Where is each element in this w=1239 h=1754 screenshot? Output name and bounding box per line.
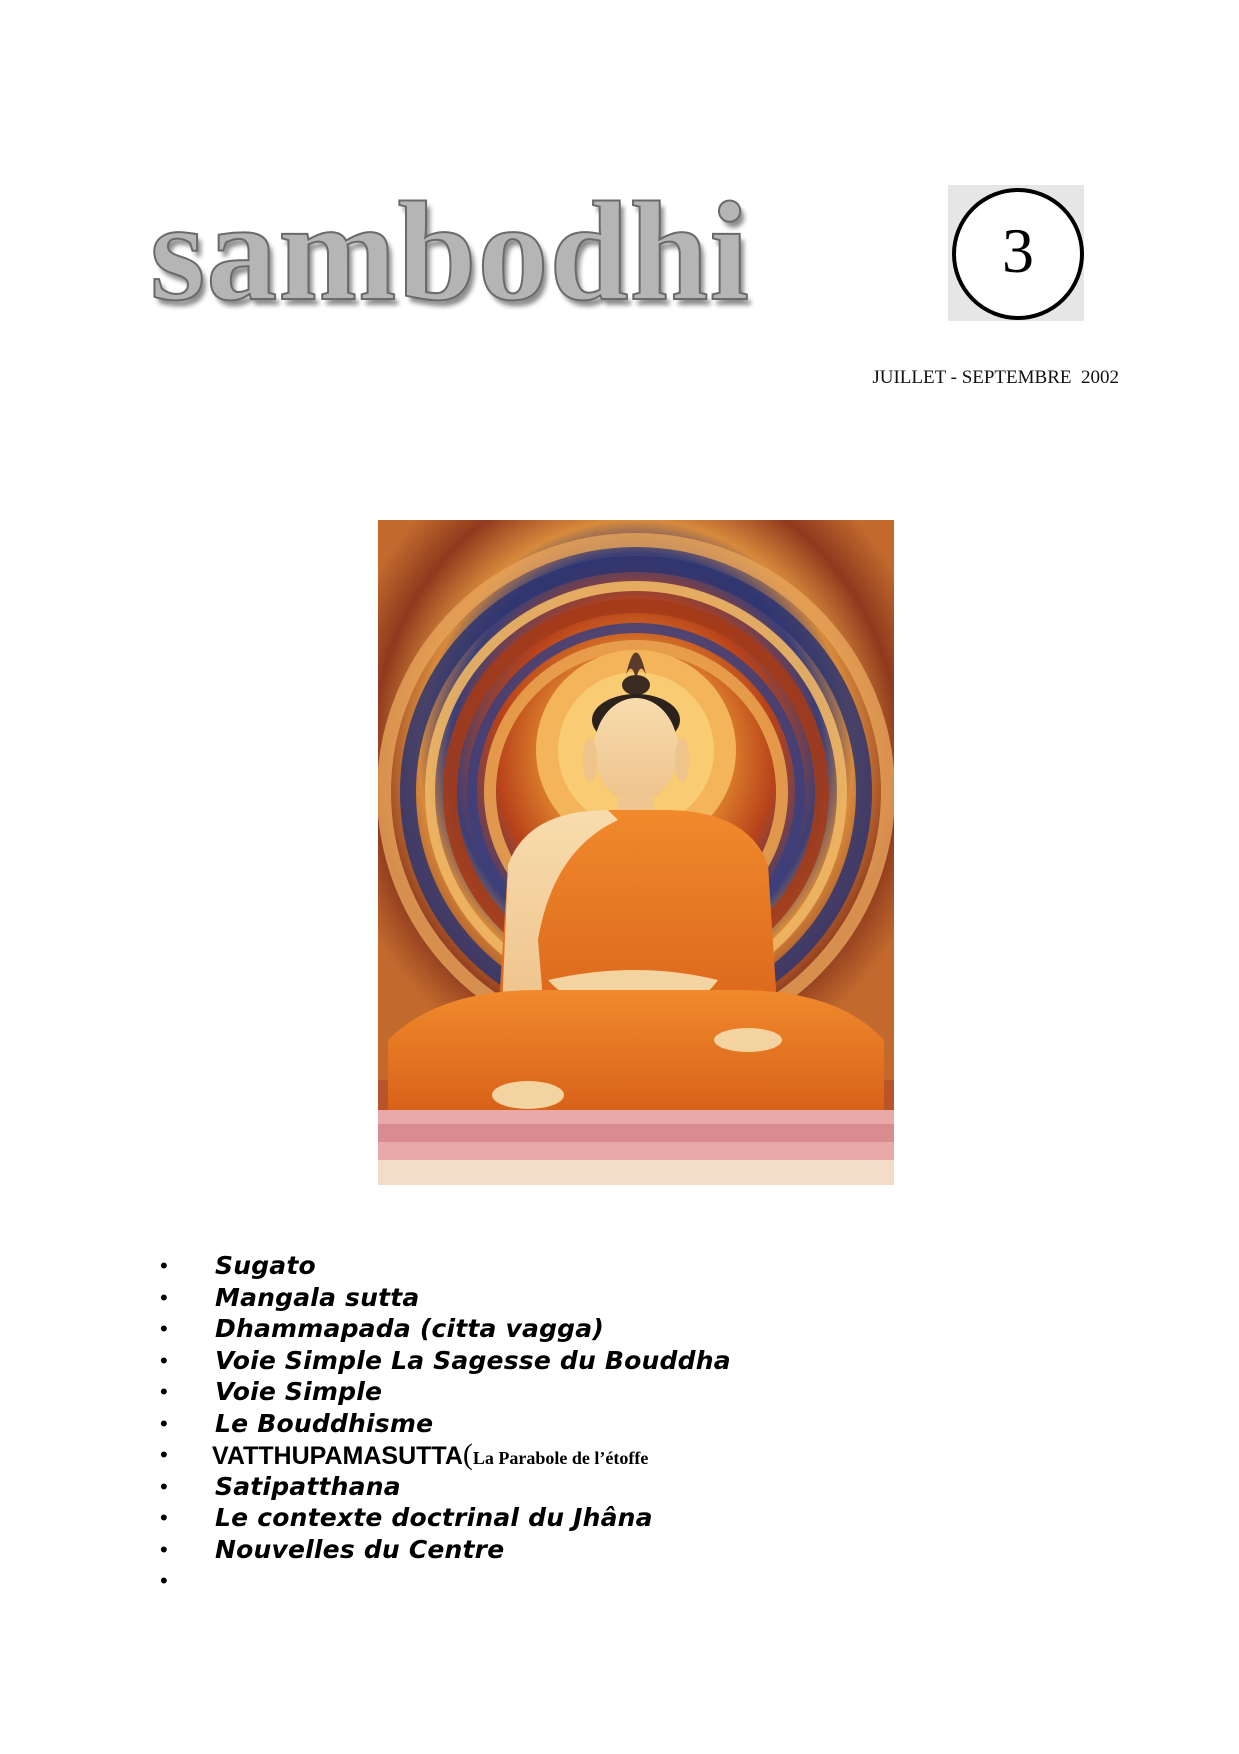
entry-caps: VATTHUPAMASUTTA — [212, 1442, 463, 1470]
contents-entry: Le Bouddhisme — [215, 1408, 434, 1438]
bullet: • — [160, 1347, 168, 1373]
contents-entry: Mangala sutta — [215, 1282, 420, 1312]
bullet: • — [160, 1473, 168, 1499]
bullet: • — [160, 1253, 168, 1278]
issue-number: 3 — [952, 188, 1084, 320]
masthead-title: sambodhi — [150, 172, 750, 330]
bullet: • — [160, 1316, 168, 1341]
contents-entry: Voie Simple — [215, 1377, 383, 1406]
bullet: • — [160, 1536, 168, 1562]
bullet: • — [160, 1442, 168, 1467]
contents-entry: Satipatthana — [215, 1471, 401, 1501]
bullet: • — [160, 1284, 168, 1310]
issue-date: JUILLET - SEPTEMBRE 2002 — [872, 367, 1119, 388]
bullet: • — [160, 1410, 168, 1436]
contents-entry: Le contexte doctrinal du Jhâna — [215, 1503, 653, 1532]
entry-subtitle: La Parabole de l’étoffe — [472, 1448, 649, 1468]
contents-entry: Nouvelles du Centre — [215, 1534, 505, 1564]
buddha-statue-image — [378, 520, 894, 1185]
entry-paren: ( — [462, 1438, 473, 1471]
contents-entry: Dhammapada (citta vagga) — [215, 1314, 604, 1343]
contents-entry: Voie Simple La Sagesse du Bouddha — [215, 1345, 731, 1375]
contents-entry: Sugato — [215, 1251, 316, 1280]
bullet: • — [160, 1379, 168, 1404]
bullet: • — [160, 1568, 168, 1593]
issue-badge — [948, 185, 1084, 321]
bullet: • — [160, 1505, 168, 1530]
